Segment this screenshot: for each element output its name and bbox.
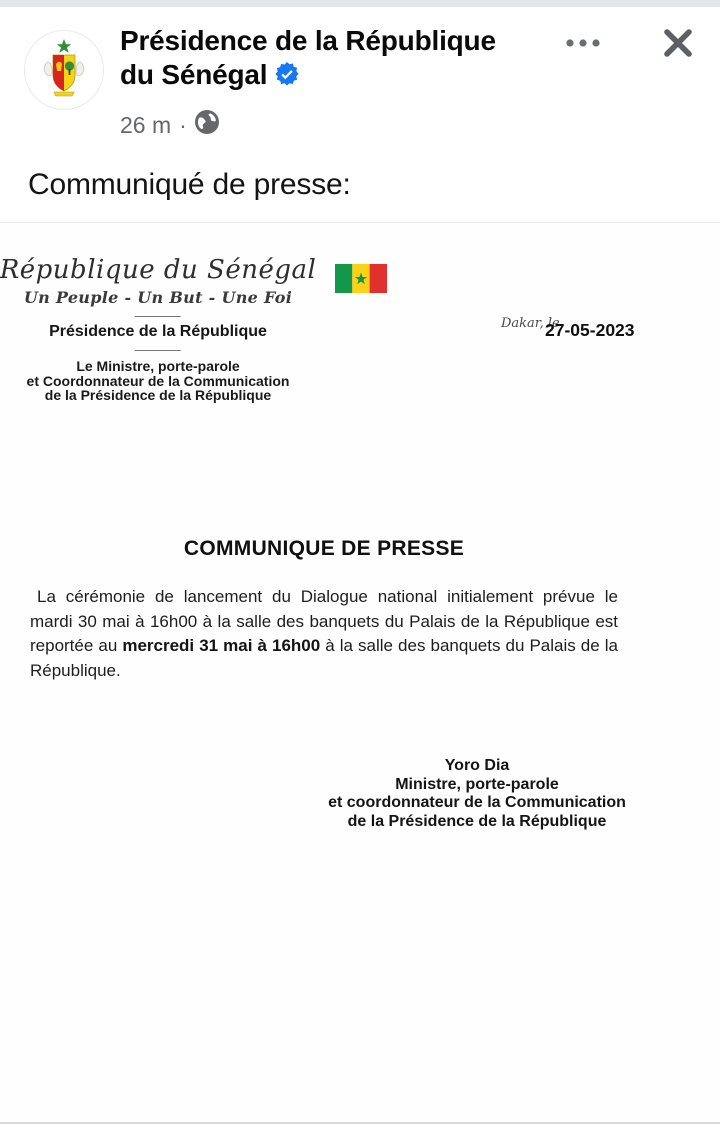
dateline-place: Dakar, le <box>501 316 560 331</box>
letterhead-office: Présidence de la République <box>49 323 267 340</box>
bottom-divider <box>0 1122 720 1124</box>
close-button[interactable] <box>650 16 706 72</box>
globe-icon <box>195 110 219 140</box>
letterhead-country: République du Sénégal <box>0 255 317 285</box>
signature-title-line: et coordonnateur de la Communication <box>328 794 626 812</box>
avatar[interactable] <box>24 30 104 110</box>
letterhead-department-line: et Coordonnateur de la Communication <box>26 372 290 389</box>
page-name-line2: du Sénégal <box>120 59 268 90</box>
letterhead-department-line: de la Présidence de la République <box>44 387 272 404</box>
verified-badge-icon <box>274 62 300 96</box>
signature-title-line: de la Présidence de la République <box>347 812 607 830</box>
letterhead-divider <box>135 350 181 351</box>
document-body <box>30 585 618 683</box>
close-icon <box>660 25 696 64</box>
ellipsis-icon <box>563 37 603 52</box>
senegal-coat-of-arms-icon <box>40 38 88 103</box>
press-release-document <box>0 223 720 1122</box>
signature-title-line: Ministre, porte-parole <box>395 775 559 793</box>
post-text: Communiqué de presse: <box>28 168 351 201</box>
letterhead-department-line: Le Ministre, porte-parole <box>76 358 240 374</box>
letterhead <box>0 255 316 403</box>
body-text: La cérémonie de lancement du Dialogue national initialement prévue le mardi 30 mai à 16h00 à la salle des banquets du Palais de la République est reportée au <box>30 587 618 656</box>
press-release-image[interactable] <box>0 222 720 1122</box>
page-name[interactable] <box>120 24 550 96</box>
status-bar-strip <box>0 0 720 7</box>
signature-block <box>328 757 626 831</box>
senegal-flag-icon <box>335 264 387 293</box>
timestamp: 26 m <box>120 111 172 138</box>
body-text-bold: mercredi 31 mai à 16h00 <box>122 636 321 656</box>
page-name-line1: Présidence de la République <box>120 25 496 56</box>
post-meta[interactable] <box>120 110 219 140</box>
body-text: à la salle des banquets du Palais de la République. <box>30 636 618 680</box>
document-title: COMMUNIQUE DE PRESSE <box>183 537 465 560</box>
signature-name: Yoro Dia <box>444 757 510 774</box>
dateline-date: 27-05-2023 <box>545 320 635 340</box>
more-options-button[interactable] <box>552 26 614 62</box>
letterhead-department <box>0 359 316 403</box>
letterhead-motto: Un Peuple - Un But - Une Foi <box>23 288 293 307</box>
letterhead-divider <box>135 316 181 317</box>
meta-separator: · <box>179 111 187 138</box>
